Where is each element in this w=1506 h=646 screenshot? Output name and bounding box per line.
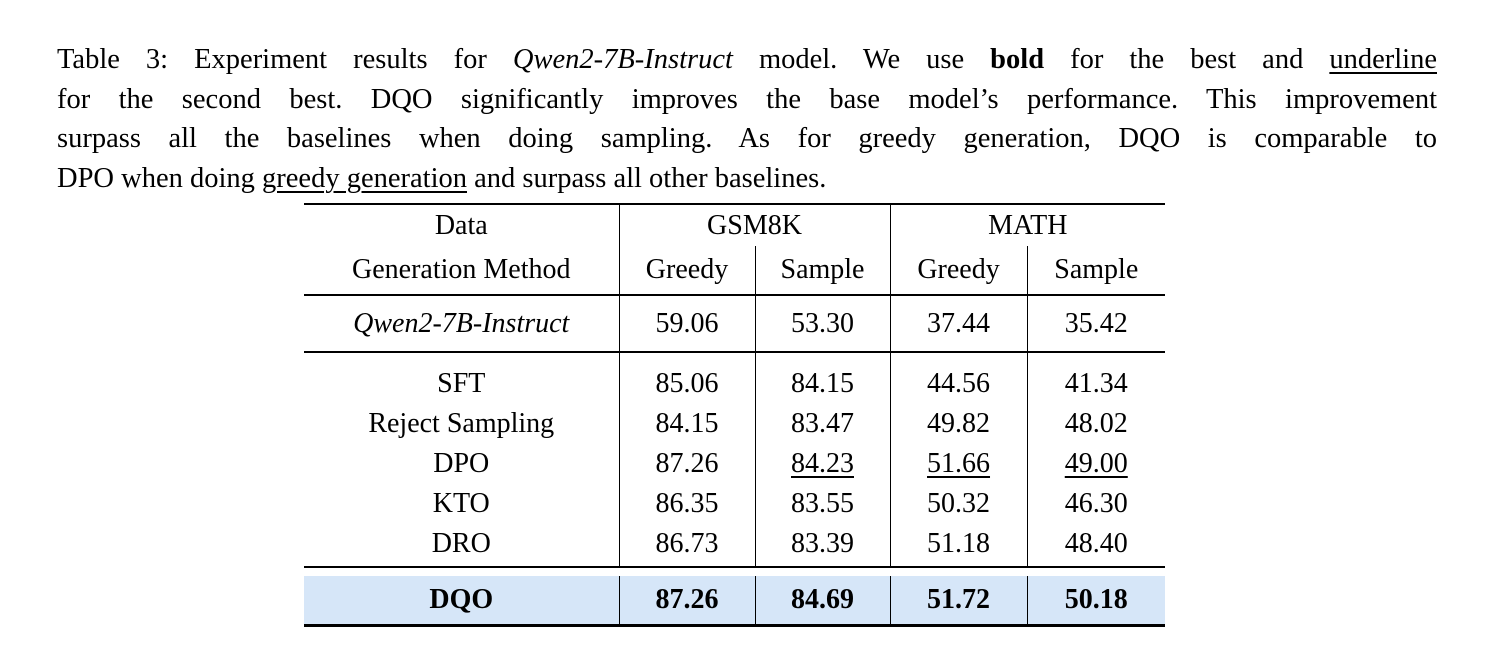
table-row <box>304 352 1165 404</box>
row-label: DQO <box>304 576 619 626</box>
table-header <box>304 204 1165 295</box>
caption-line <box>57 159 1437 199</box>
table-cell: 59.06 <box>619 295 755 352</box>
caption-segment: model. We use <box>732 44 991 75</box>
row-label: DRO <box>304 524 619 567</box>
header-generation-method: Generation Method <box>304 246 619 295</box>
table-caption <box>57 40 1437 198</box>
table-cell: 37.44 <box>890 295 1027 352</box>
row-label: Qwen2-7B-Instruct <box>304 295 619 352</box>
table-cell: 84.15 <box>755 352 890 404</box>
header-math: MATH <box>890 204 1165 246</box>
table-cell: 41.34 <box>1027 352 1165 404</box>
table-cell: 87.26 <box>619 444 755 484</box>
table-cell: 49.82 <box>890 404 1027 444</box>
table-cell: 84.23 <box>755 444 890 484</box>
table-cell: 51.18 <box>890 524 1027 567</box>
row-label: SFT <box>437 368 486 399</box>
table-cell: 83.47 <box>755 404 890 444</box>
table-row <box>304 444 1165 484</box>
table-cell: 51.66 <box>890 444 1027 484</box>
table-cell: 53.30 <box>755 295 890 352</box>
table-cell: 46.30 <box>1027 484 1165 524</box>
caption-segment: surpass all the baselines when doing sampling. As for greedy generation, DQO is comparable to <box>57 123 1437 154</box>
table-cell: 87.26 <box>619 576 755 626</box>
row-label: Reject Sampling <box>368 408 555 439</box>
table-cell: 84.15 <box>619 404 755 444</box>
header-sub-row <box>304 246 1165 295</box>
table-cell: 85.06 <box>619 352 755 404</box>
row-spacer-cell <box>304 567 1165 576</box>
table-cell: 35.42 <box>1027 295 1165 352</box>
header-gsm8k-sample: Sample <box>755 246 890 295</box>
header-group-row <box>304 204 1165 246</box>
table-cell: 50.18 <box>1027 576 1165 626</box>
header-gsm8k-greedy: Greedy <box>619 246 755 295</box>
table-cell: 51.72 <box>890 576 1027 626</box>
table-cell: 49.00 <box>1027 444 1165 484</box>
table-cell: 50.32 <box>890 484 1027 524</box>
table-row <box>304 404 1165 444</box>
results-table <box>304 203 1165 627</box>
header-math-greedy: Greedy <box>890 246 1027 295</box>
table-cell: 86.73 <box>619 524 755 567</box>
row-label: DPO <box>433 448 490 479</box>
caption-segment: DPO when doing <box>57 162 263 194</box>
header-data: Data <box>434 209 488 241</box>
table-row <box>304 484 1165 524</box>
caption-segment: Qwen2-7B-Instruct <box>512 44 733 75</box>
caption-line <box>57 80 1437 120</box>
caption-line <box>57 40 1437 80</box>
row-label: KTO <box>432 488 490 519</box>
header-math-sample: Sample <box>1027 246 1165 295</box>
table-cell: 84.69 <box>755 576 890 626</box>
table-cell: 44.56 <box>890 352 1027 404</box>
caption-line <box>57 119 1437 159</box>
caption-segment: and surpass all other baselines. <box>467 162 827 194</box>
table-cell: 83.39 <box>755 524 890 567</box>
table-row <box>304 576 1165 626</box>
caption-segment: greedy generation <box>262 162 467 194</box>
table-cell: 86.35 <box>619 484 755 524</box>
header-gsm8k: GSM8K <box>619 204 890 246</box>
caption-segment: Table 3: Experiment results for <box>57 44 513 75</box>
row-spacer <box>304 567 1165 576</box>
table-cell: 48.02 <box>1027 404 1165 444</box>
caption-segment: for the best and <box>1044 44 1330 75</box>
caption-segment: bold <box>990 44 1045 75</box>
table-cell: 83.55 <box>755 484 890 524</box>
table-body <box>304 295 1165 626</box>
caption-segment: for the second best. DQO significantly improves the base model’s performance. This improvement <box>57 83 1437 115</box>
table-cell: 48.40 <box>1027 524 1165 567</box>
table-row <box>304 524 1165 567</box>
caption-segment: underline <box>1329 44 1437 75</box>
table-row <box>304 295 1165 352</box>
